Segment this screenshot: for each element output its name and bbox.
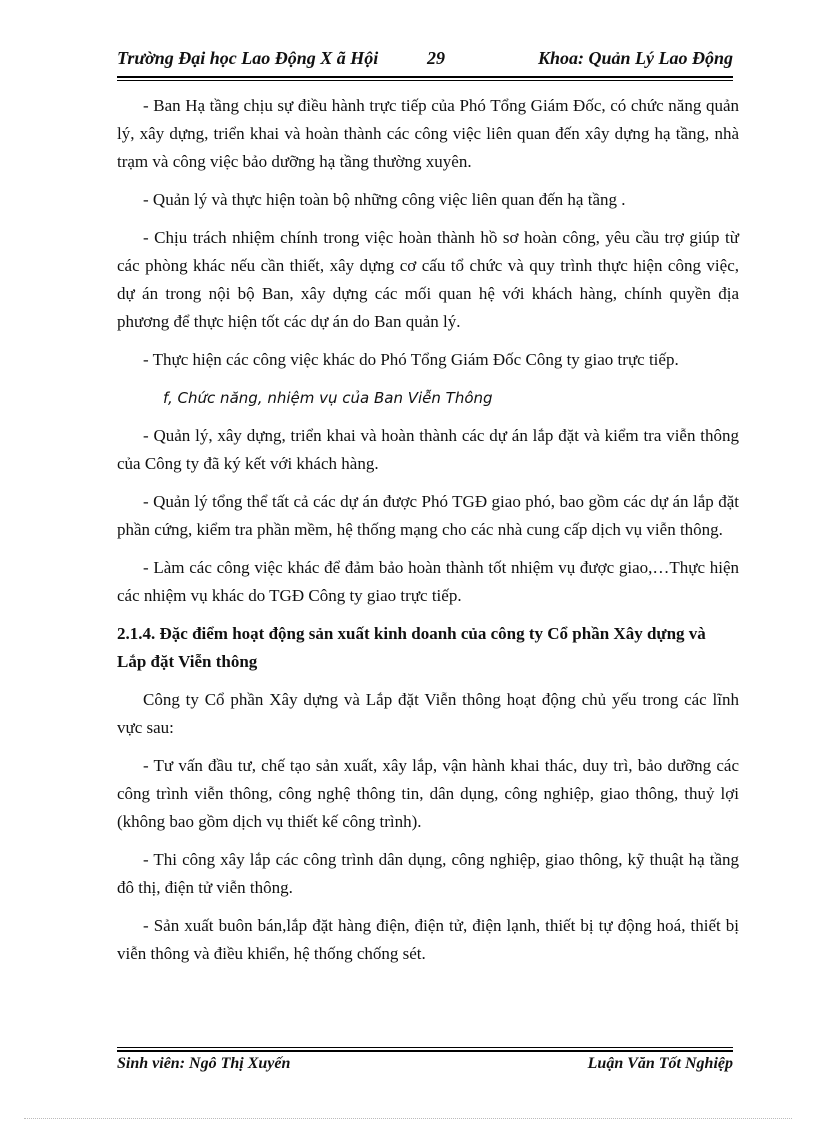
footer-student: Sinh viên: Ngô Thị Xuyến <box>117 1055 291 1072</box>
page-body <box>117 92 739 978</box>
paragraph-infrastructure-responsibility: - Chịu trách nhiệm chính trong việc hoàn thành hồ sơ hoàn công, yêu cầu trợ giúp từ các phòng khác nếu cần thiết, xây dựng cơ cấu tổ chức và quy trình thực hiện công việc, dự án trong nội bộ Ban, xây dựng các mối quan hệ với khách hàng, chính quyền địa phương để thực hiện tốt các dự án do Ban quản lý. <box>117 228 739 331</box>
header-rule <box>117 76 733 81</box>
header-page-number: 29 <box>427 48 445 68</box>
paragraph-telecom-other-tasks: - Làm các công việc khác để đảm bảo hoàn thành tốt nhiệm vụ được giao,…Thực hiện các nhiệm vụ khác do TGĐ Công ty giao trực tiếp. <box>117 558 739 605</box>
page-edge-dotted-line <box>24 1118 792 1119</box>
page-footer <box>117 1055 733 1079</box>
paragraph-company-fields-intro: Công ty Cổ phần Xây dựng và Lắp đặt Viễn thông hoạt động chủ yếu trong các lĩnh vực sau: <box>117 690 739 737</box>
header-faculty: Khoa: Quản Lý Lao Động <box>537 48 733 68</box>
paragraph-infrastructure-other-tasks: - Thực hiện các công việc khác do Phó Tổng Giám Đốc Công ty giao trực tiếp. <box>143 350 679 369</box>
paragraph-manufacturing: - Sản xuất buôn bán,lắp đặt hàng điện, điện tử, điện lạnh, thiết bị tự động hoá, thiết bị viễn thông và điều khiển, hệ thống chống sét. <box>117 916 739 963</box>
header-university: Trường Đại học Lao Động X ã Hội <box>117 48 379 68</box>
footer-rule <box>117 1047 733 1052</box>
paragraph-construction: - Thi công xây lắp các công trình dân dụng, công nghiệp, giao thông, kỹ thuật hạ tầng đô thị, điện tử viễn thông. <box>117 850 739 897</box>
page-header <box>117 48 733 74</box>
section-heading-2-1-4: 2.1.4. Đặc điểm hoạt động sản xuất kinh doanh của công ty Cổ phần Xây dựng và Lắp đặt Viễn thông <box>117 624 706 671</box>
paragraph-telecom-projects: - Quản lý tổng thể tất cả các dự án được Phó TGĐ giao phó, bao gồm các dự án lắp đặt phần cứng, kiểm tra phần mềm, hệ thống mạng cho các nhà cung cấp dịch vụ viễn thông. <box>117 492 739 539</box>
paragraph-telecom-manage: - Quản lý, xây dựng, triển khai và hoàn thành các dự án lắp đặt và kiểm tra viễn thông của Công ty đã ký kết với khách hàng. <box>117 426 739 473</box>
paragraph-consulting: - Tư vấn đầu tư, chế tạo sản xuất, xây lắp, vận hành khai thác, duy trì, bảo dưỡng các công trình viễn thông, công nghệ thông tin, dân dụng, công nghiệp, giao thông, thuỷ lợi (không bao gồm dịch vụ thiết kế công trình). <box>117 756 739 831</box>
subheading-telecom-department: f, Chức năng, nhiệm vụ của Ban Viễn Thông <box>163 389 493 407</box>
paragraph-infrastructure-role: - Ban Hạ tầng chịu sự điều hành trực tiếp của Phó Tổng Giám Đốc, có chức năng quản lý, xây dựng, triển khai và hoàn thành các công việc liên quan đến xây dựng hạ tầng, nhà trạm và công việc bảo dưỡng hạ tầng thường xuyên. <box>117 96 739 171</box>
paragraph-infrastructure-manage: - Quản lý và thực hiện toàn bộ những công việc liên quan đến hạ tầng . <box>143 190 626 209</box>
footer-thesis-label: Luận Văn Tốt Nghiệp <box>587 1055 733 1072</box>
